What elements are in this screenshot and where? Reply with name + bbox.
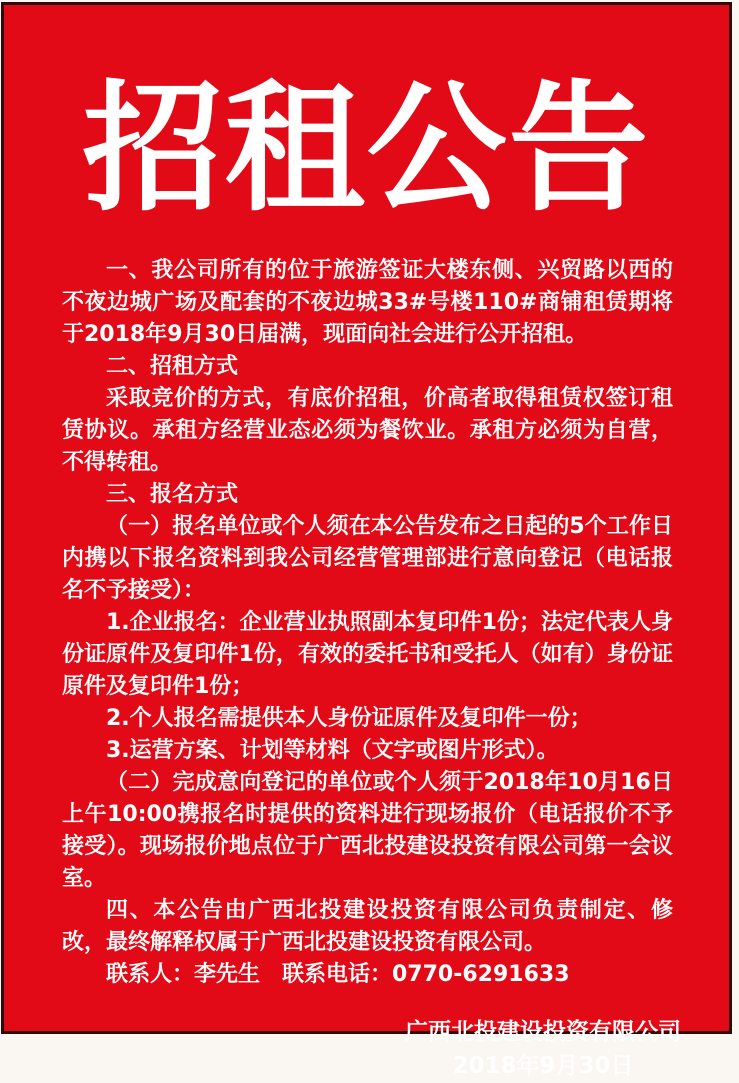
para-interpretation-right: 四、本公告由广西北投建设投资有限公司负责制定、修改，最终解释权属于广西北投建设投资有限公司。 <box>62 898 673 955</box>
para-registration-intro: （一）报名单位或个人须在本公告发布之日起的5个工作日内携以下报名资料到我公司经营管理部进行意向登记（电话报名不予接受）： <box>62 514 673 603</box>
para-enterprise-materials: 1.企业报名：企业营业执照副本复印件1份；法定代表人身份证原件及复印件1份，有效的委托书和受托人（如有）身份证原件及复印件1份； <box>62 610 673 699</box>
para-individual-materials: 2.个人报名需提供本人身份证原件及复印件一份； <box>106 706 592 731</box>
signature-date: 2018年9月30日 <box>452 1053 634 1079</box>
para-property-intro: 一、我公司所有的位于旅游签证大楼东侧、兴贸路以西的不夜边城广场及配套的不夜边城33#号楼110#商铺租赁期将于2018年9月30日届满，现面向社会进行公开招租。 <box>62 258 673 347</box>
poster-title: 招租公告 <box>82 67 651 231</box>
signature-block <box>405 1015 681 1083</box>
poster-body <box>62 255 673 991</box>
para-contact-info: 联系人：李先生 联系电话：0770-6291633 <box>106 962 570 987</box>
heading-registration: 三、报名方式 <box>106 482 239 507</box>
para-operation-plan: 3.运营方案、计划等材料（文字或图片形式）。 <box>106 738 559 763</box>
poster-panel <box>1 2 732 1079</box>
heading-rental-method: 二、招租方式 <box>106 354 239 379</box>
signature-company: 广西北投建设投资有限公司 <box>405 1019 681 1045</box>
para-rental-method: 采取竞价的方式，有底价招租，价高者取得租赁权签订租赁协议。承租方经营业态必须为餐饮业。承租方必须为自营，不得转租。 <box>62 386 673 475</box>
para-bidding-arrangement: （二）完成意向登记的单位或个人须于2018年10月16日上午10:00携报名时提供的资料进行现场报价（电话报价不予接受）。现场报价地点位于广西北投建设投资有限公司第一会议室。 <box>62 770 673 891</box>
